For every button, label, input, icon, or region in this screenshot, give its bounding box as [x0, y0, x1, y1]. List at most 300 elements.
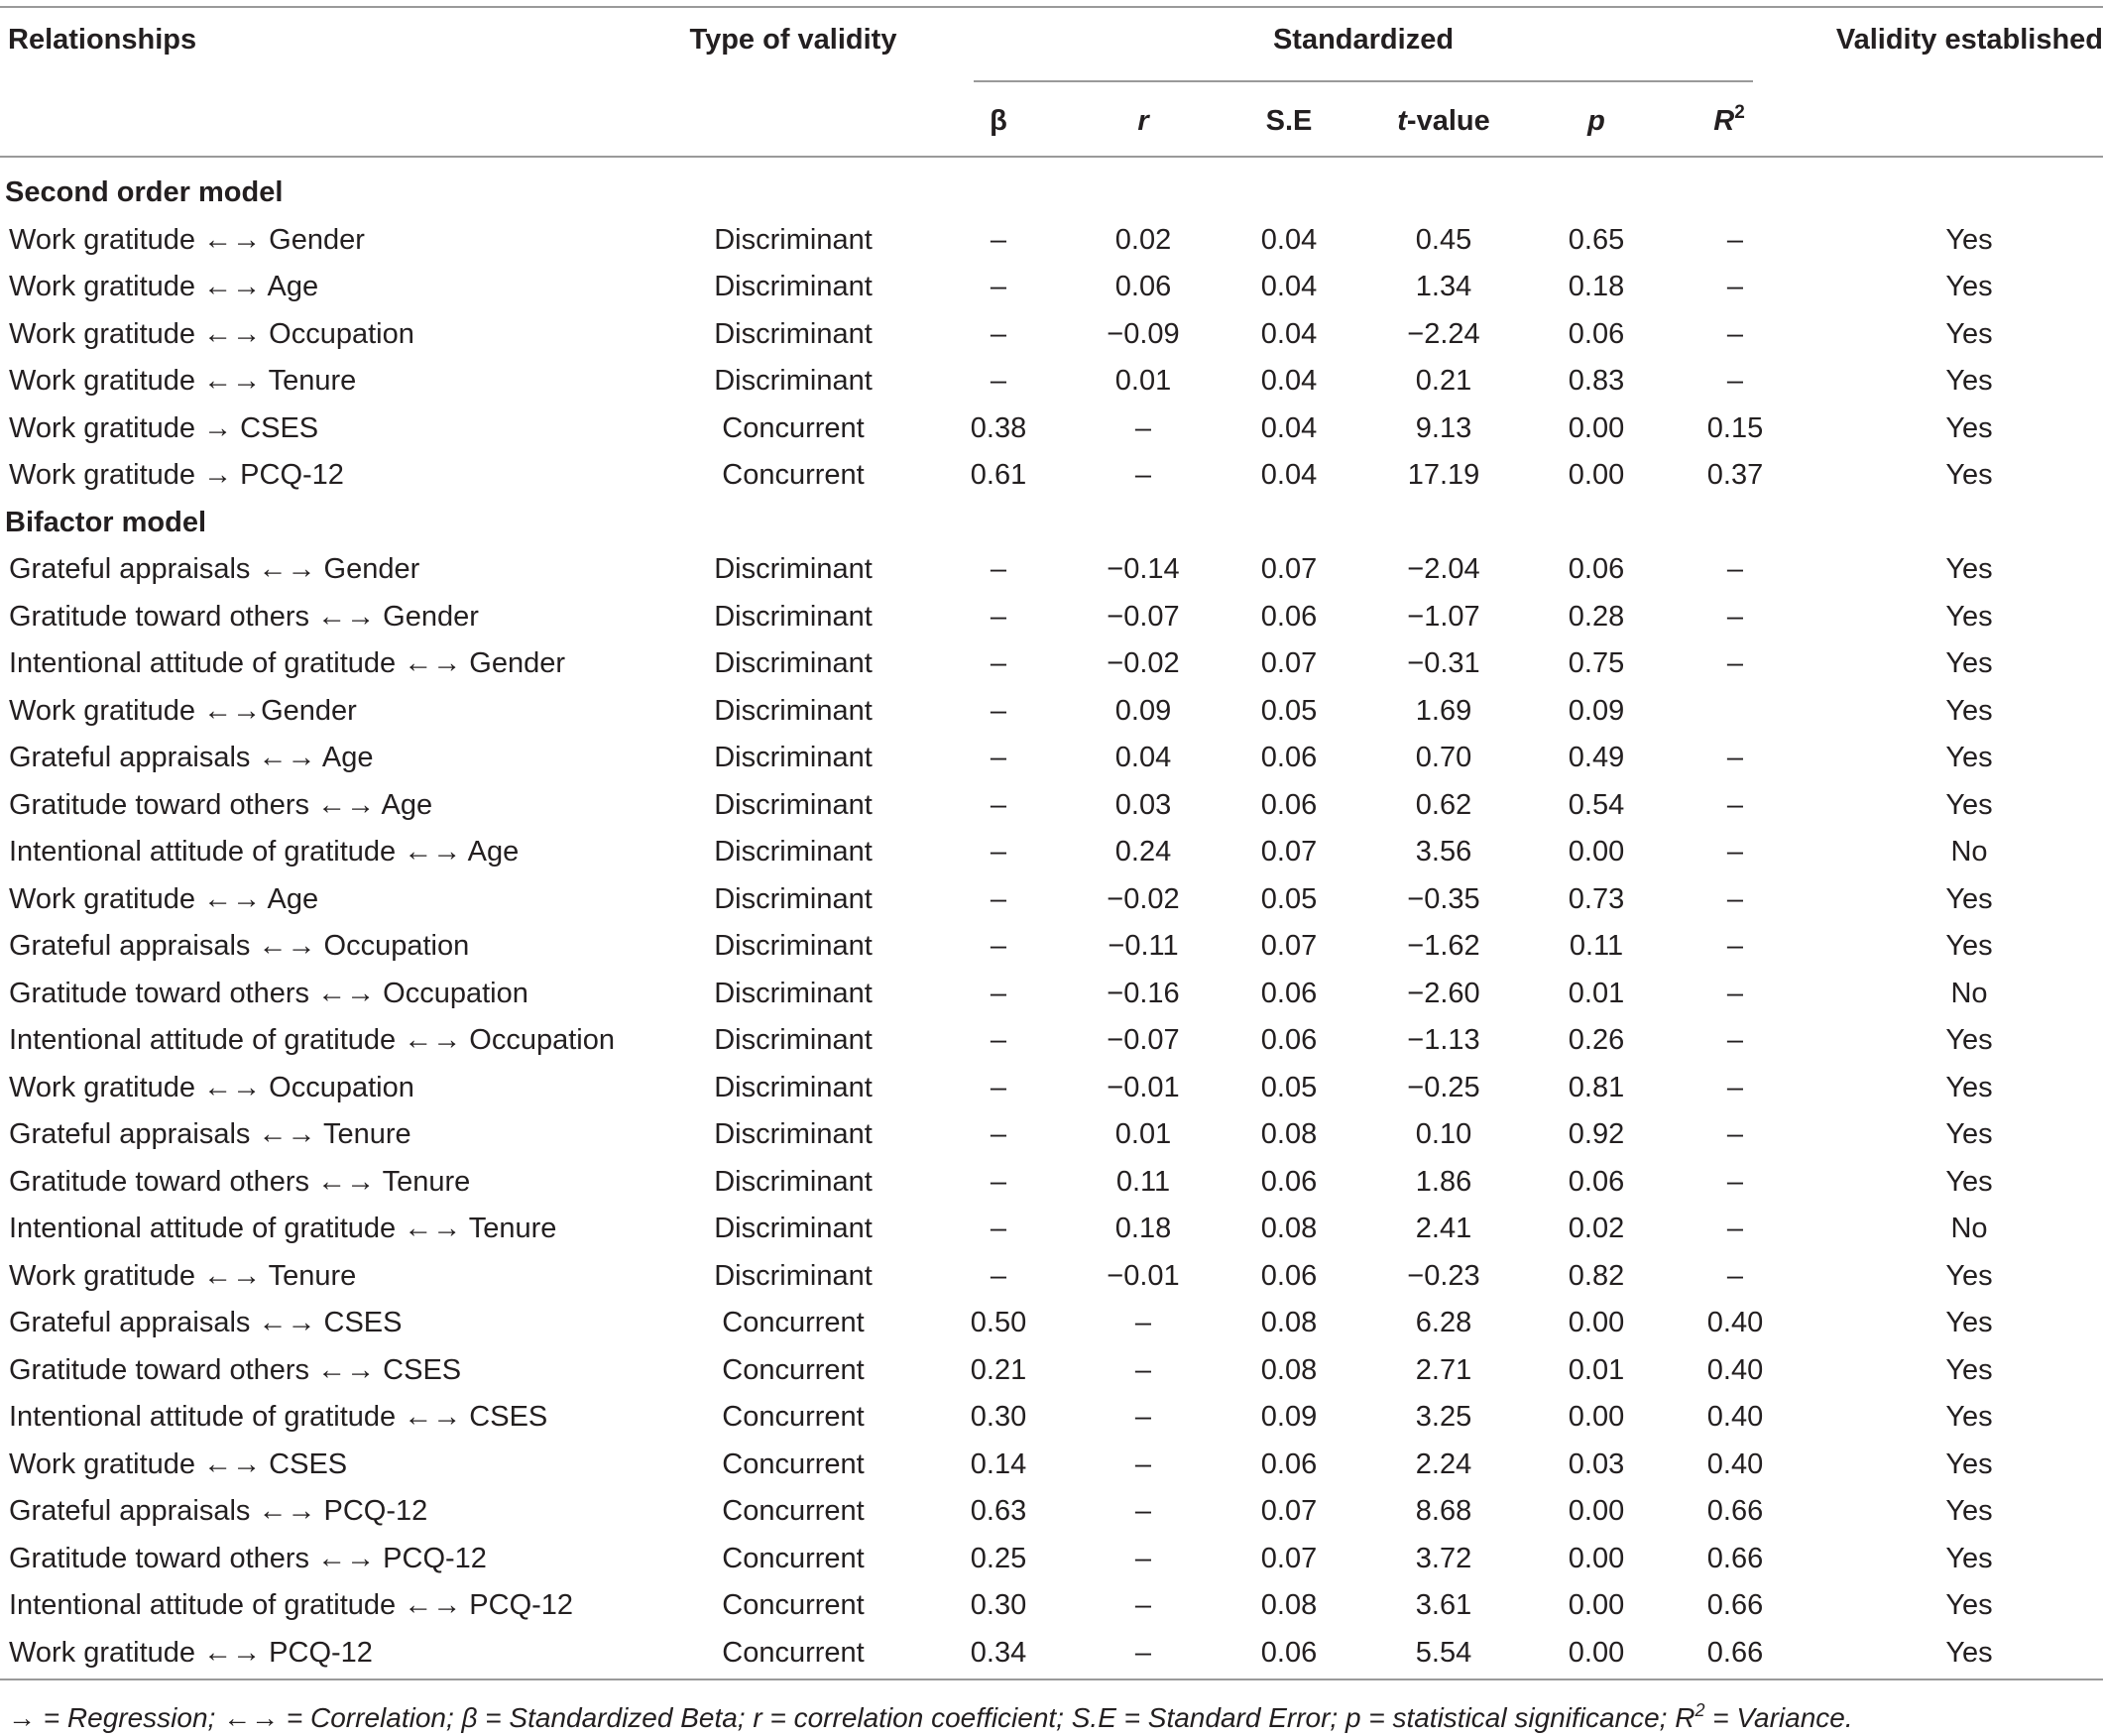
beta-cell: 0.63 [970, 1495, 1027, 1527]
p-cell: 0.09 [1568, 694, 1625, 727]
header-relationships: Relationships [8, 24, 197, 56]
r-squared-cell: – [1726, 271, 1744, 302]
p-cell: 0.00 [1568, 1307, 1625, 1338]
relationship-cell: Work gratitude ←→ CSES [9, 1447, 348, 1480]
relationship-cell: Gratitude toward others ←→ PCQ-12 [9, 1542, 487, 1574]
beta-cell: – [990, 600, 1007, 633]
p-cell: 0.01 [1568, 977, 1625, 1009]
section-title: Bifactor model [5, 506, 207, 538]
table-row [0, 1111, 2103, 1158]
relationship-cell: Grateful appraisals ←→ Occupation [9, 930, 470, 962]
validity-established-cell: Yes [1945, 930, 1993, 962]
r-squared-cell: 0.66 [1706, 1542, 1764, 1574]
table-row [0, 1630, 2103, 1677]
beta-cell: – [990, 1165, 1007, 1198]
table-row [0, 217, 2103, 264]
r-squared-cell: 0.40 [1706, 1353, 1764, 1386]
validity-type-cell: Discriminant [714, 1259, 873, 1292]
r-cell: 0.24 [1114, 836, 1172, 868]
t-value-cell: 0.45 [1415, 223, 1472, 256]
table-row [0, 1065, 2103, 1111]
validity-established-cell: Yes [1945, 459, 1993, 491]
validity-type-cell: Discriminant [714, 365, 873, 397]
r-cell: −0.07 [1107, 600, 1180, 633]
table-row [0, 1253, 2103, 1300]
header-p: p [1587, 105, 1605, 137]
table-row [0, 1488, 2103, 1535]
r-cell: 0.03 [1114, 788, 1172, 821]
se-cell: 0.06 [1260, 1259, 1318, 1292]
beta-cell: – [990, 1118, 1007, 1150]
se-cell: 0.07 [1260, 836, 1318, 868]
r-squared-cell: 0.37 [1706, 459, 1764, 491]
beta-cell: 0.14 [970, 1447, 1027, 1480]
validity-type-cell: Discriminant [714, 882, 873, 915]
section-title: Second order model [5, 176, 284, 208]
validity-established-cell: Yes [1945, 1589, 1993, 1621]
header-r-squared: $R^2$ [1713, 102, 1745, 137]
r-squared-cell: 0.40 [1706, 1401, 1764, 1433]
validity-established-cell: Yes [1945, 223, 1993, 256]
r-squared-cell: 0.66 [1706, 1636, 1764, 1669]
validity-established-cell: Yes [1945, 1259, 1993, 1292]
t-value-cell: 6.28 [1415, 1307, 1472, 1338]
r-squared-cell: 0.40 [1706, 1307, 1764, 1338]
se-cell: 0.09 [1260, 1401, 1318, 1433]
validity-type-cell: Concurrent [722, 1401, 865, 1433]
t-value-cell: −2.60 [1407, 977, 1480, 1009]
bottom-rule [0, 1678, 2103, 1680]
r-cell: 0.09 [1114, 694, 1172, 727]
p-cell: 0.01 [1568, 1353, 1625, 1386]
table-row [0, 452, 2103, 499]
validity-established-cell: Yes [1945, 788, 1993, 821]
validity-type-cell: Discriminant [714, 317, 873, 350]
se-cell: 0.07 [1260, 553, 1318, 585]
p-cell: 0.54 [1568, 788, 1625, 821]
p-cell: 0.26 [1568, 1024, 1625, 1056]
r-cell: – [1134, 1353, 1152, 1386]
r-cell: – [1134, 1447, 1152, 1480]
beta-cell: – [990, 930, 1007, 962]
r-cell: −0.01 [1107, 1071, 1180, 1103]
validity-type-cell: Discriminant [714, 1165, 873, 1198]
r-cell: −0.11 [1108, 930, 1179, 962]
beta-cell: – [990, 882, 1007, 915]
r-cell: – [1134, 1636, 1152, 1669]
table-row [0, 876, 2103, 923]
t-value-cell: 1.86 [1415, 1165, 1472, 1198]
se-cell: 0.08 [1260, 1118, 1318, 1150]
validity-established-cell: Yes [1945, 411, 1993, 444]
validity-type-cell: Discriminant [714, 1118, 873, 1150]
header-se: S.E [1265, 105, 1313, 137]
relationship-cell: Work gratitude → PCQ-12 [9, 459, 344, 491]
validity-type-cell: Discriminant [714, 694, 873, 727]
se-cell: 0.08 [1260, 1213, 1318, 1244]
p-cell: 0.65 [1568, 223, 1625, 256]
table-row [0, 405, 2103, 452]
validity-type-cell: Concurrent [722, 1307, 865, 1338]
validity-established-cell: Yes [1945, 1307, 1993, 1338]
relationship-cell: Work gratitude ←→ Age [9, 271, 319, 302]
se-cell: 0.05 [1260, 694, 1318, 727]
r-squared-cell: – [1726, 930, 1744, 962]
r-squared-cell: – [1726, 788, 1744, 821]
validity-type-cell: Concurrent [722, 1636, 865, 1669]
relationship-cell: Grateful appraisals ←→ CSES [9, 1307, 403, 1338]
p-cell: 0.18 [1568, 271, 1625, 302]
header-t-value: t-value [1397, 105, 1490, 137]
se-cell: 0.07 [1260, 1542, 1318, 1574]
relationship-cell: Intentional attitude of gratitude ←→ Occupation [9, 1024, 615, 1056]
se-cell: 0.05 [1260, 1071, 1318, 1103]
validity-type-cell: Concurrent [722, 1542, 865, 1574]
t-value-cell: 9.13 [1415, 411, 1472, 444]
se-cell: 0.06 [1260, 1447, 1318, 1480]
t-value-cell: 3.72 [1415, 1542, 1472, 1574]
t-value-cell: 0.62 [1415, 788, 1472, 821]
validity-established-cell: Yes [1945, 742, 1993, 773]
t-value-cell: 2.41 [1415, 1213, 1472, 1244]
table-row [0, 311, 2103, 358]
se-cell: 0.04 [1260, 459, 1318, 491]
r-cell: 0.02 [1114, 223, 1172, 256]
header-standardized: Standardized [1272, 24, 1455, 56]
beta-cell: – [990, 553, 1007, 585]
p-cell: 0.00 [1568, 1589, 1625, 1621]
se-cell: 0.04 [1260, 317, 1318, 350]
validity-established-cell: Yes [1945, 694, 1993, 727]
beta-cell: 0.34 [970, 1636, 1027, 1669]
validity-type-cell: Discriminant [714, 271, 873, 302]
validity-type-cell: Concurrent [722, 1447, 865, 1480]
beta-cell: – [990, 742, 1007, 773]
r-squared-cell: – [1726, 882, 1744, 915]
validity-established-cell: Yes [1945, 1495, 1993, 1527]
table-row [0, 1347, 2103, 1394]
relationship-cell: Work gratitude ←→ Tenure [9, 1259, 357, 1292]
validity-type-cell: Concurrent [722, 1353, 865, 1386]
relationship-cell: Work gratitude ←→ Occupation [9, 317, 414, 350]
r-squared-cell: – [1726, 223, 1744, 256]
validity-established-cell: Yes [1945, 1636, 1993, 1669]
beta-cell: – [990, 836, 1007, 868]
p-cell: 0.00 [1568, 411, 1625, 444]
validity-established-cell: Yes [1945, 1118, 1993, 1150]
r-cell: – [1134, 1307, 1152, 1338]
validity-type-cell: Discriminant [714, 1024, 873, 1056]
p-cell: 0.00 [1568, 1401, 1625, 1433]
r-cell: 0.01 [1114, 365, 1172, 397]
p-cell: 0.00 [1568, 1542, 1625, 1574]
se-cell: 0.08 [1260, 1589, 1318, 1621]
p-cell: 0.49 [1568, 742, 1625, 773]
p-cell: 0.73 [1568, 882, 1625, 915]
r-squared-cell: – [1726, 836, 1744, 868]
p-cell: 0.92 [1568, 1118, 1625, 1150]
table-row [0, 1536, 2103, 1582]
header-validity-established: Validity established [1835, 24, 2103, 56]
p-cell: 0.75 [1568, 647, 1625, 679]
table-row [0, 1582, 2103, 1629]
r-squared-cell: – [1726, 1165, 1744, 1198]
se-cell: 0.06 [1260, 1165, 1318, 1198]
table-row [0, 1206, 2103, 1252]
validity-type-cell: Discriminant [714, 647, 873, 679]
validity-established-cell: Yes [1945, 600, 1993, 633]
validity-type-cell: Discriminant [714, 553, 873, 585]
se-cell: 0.08 [1260, 1307, 1318, 1338]
relationship-cell: Intentional attitude of gratitude ←→ Age [9, 836, 520, 868]
r-cell: −0.07 [1107, 1024, 1180, 1056]
t-value-cell: −1.62 [1407, 930, 1480, 962]
relationship-cell: Grateful appraisals ←→ Age [9, 742, 374, 773]
relationship-cell: Work gratitude ←→ Age [9, 882, 319, 915]
table-row [0, 829, 2103, 875]
r-squared-cell: – [1726, 742, 1744, 773]
p-cell: 0.03 [1568, 1447, 1625, 1480]
p-cell: 0.02 [1568, 1213, 1625, 1244]
relationship-cell: Grateful appraisals ←→ PCQ-12 [9, 1495, 428, 1527]
validity-established-cell: Yes [1945, 1401, 1993, 1433]
t-value-cell: −0.23 [1407, 1259, 1480, 1292]
beta-cell: 0.61 [970, 459, 1027, 491]
validity-established-cell: Yes [1945, 1165, 1993, 1198]
r-cell: −0.09 [1107, 317, 1180, 350]
se-cell: 0.06 [1260, 788, 1318, 821]
relationship-cell: Intentional attitude of gratitude ←→ Gender [9, 647, 566, 679]
relationship-cell: Work gratitude ←→ PCQ-12 [9, 1636, 373, 1669]
table-row [0, 264, 2103, 310]
beta-cell: – [990, 271, 1007, 302]
beta-cell: – [990, 1259, 1007, 1292]
se-cell: 0.05 [1260, 882, 1318, 915]
validity-established-cell: Yes [1945, 1024, 1993, 1056]
beta-cell: 0.30 [970, 1589, 1027, 1621]
beta-cell: – [990, 788, 1007, 821]
r-cell: −0.02 [1107, 882, 1180, 915]
table-row [0, 358, 2103, 405]
r-cell: 0.18 [1114, 1213, 1172, 1244]
t-value-cell: 0.21 [1415, 365, 1472, 397]
section-header-row [0, 500, 2103, 546]
validity-established-cell: Yes [1945, 1071, 1993, 1103]
se-cell: 0.07 [1260, 1495, 1318, 1527]
validity-type-cell: Discriminant [714, 223, 873, 256]
p-cell: 0.06 [1568, 553, 1625, 585]
table-row [0, 1159, 2103, 1206]
header-r: r [1137, 105, 1149, 137]
relationship-cell: Gratitude toward others ←→ Occupation [9, 977, 528, 1009]
p-cell: 0.00 [1568, 1495, 1625, 1527]
beta-cell: – [990, 365, 1007, 397]
t-value-cell: 3.56 [1415, 836, 1472, 868]
r-cell: – [1134, 1401, 1152, 1433]
header-type-of-validity: Type of validity [689, 24, 897, 56]
beta-cell: 0.21 [970, 1353, 1027, 1386]
r-squared-cell: – [1726, 1118, 1744, 1150]
table-row [0, 1394, 2103, 1441]
p-cell: 0.00 [1568, 1636, 1625, 1669]
validity-established-cell: Yes [1945, 647, 1993, 679]
r-squared-cell: – [1726, 1213, 1744, 1244]
t-value-cell: 0.70 [1415, 742, 1472, 773]
t-value-cell: −1.13 [1407, 1024, 1480, 1056]
p-cell: 0.28 [1568, 600, 1625, 633]
r-squared-cell: – [1726, 647, 1744, 679]
relationship-cell: Gratitude toward others ←→ Tenure [9, 1165, 471, 1198]
r-cell: −0.01 [1107, 1259, 1180, 1292]
r-squared-cell: – [1726, 600, 1744, 633]
validity-established-cell: Yes [1945, 271, 1993, 302]
relationship-cell: Work gratitude ←→ Tenure [9, 365, 357, 397]
t-value-cell: 3.25 [1415, 1401, 1472, 1433]
r-squared-cell: – [1726, 365, 1744, 397]
r-cell: −0.14 [1107, 553, 1180, 585]
section-header-row [0, 170, 2103, 216]
se-cell: 0.06 [1260, 742, 1318, 773]
se-cell: 0.04 [1260, 365, 1318, 397]
table-row [0, 782, 2103, 829]
header-beta: β [990, 105, 1007, 137]
r-cell: −0.02 [1107, 647, 1180, 679]
relationship-cell: Work gratitude ←→ Gender [9, 223, 365, 256]
validity-type-cell: Discriminant [714, 1213, 873, 1244]
validity-established-cell: Yes [1945, 1353, 1993, 1386]
se-cell: 0.06 [1260, 1024, 1318, 1056]
table-row [0, 1442, 2103, 1488]
p-cell: 0.82 [1568, 1259, 1625, 1292]
p-cell: 0.00 [1568, 459, 1625, 491]
relationship-cell: Intentional attitude of gratitude ←→ PCQ-12 [9, 1589, 574, 1621]
relationship-cell: Grateful appraisals ←→ Tenure [9, 1118, 411, 1150]
validity-established-cell: Yes [1945, 553, 1993, 585]
t-value-cell: −2.04 [1407, 553, 1480, 585]
r-cell: – [1134, 459, 1152, 491]
validity-established-cell: Yes [1945, 1447, 1993, 1480]
beta-cell: – [990, 1071, 1007, 1103]
se-cell: 0.07 [1260, 930, 1318, 962]
se-cell: 0.06 [1260, 1636, 1318, 1669]
validity-type-cell: Concurrent [722, 459, 865, 491]
se-cell: 0.04 [1260, 411, 1318, 444]
r-cell: 0.06 [1114, 271, 1172, 302]
t-value-cell: 8.68 [1415, 1495, 1472, 1527]
table-row [0, 923, 2103, 970]
t-value-cell: −0.35 [1407, 882, 1480, 915]
t-value-cell: 17.19 [1407, 459, 1480, 491]
relationship-cell: Gratitude toward others ←→ Gender [9, 600, 479, 633]
validity-established-cell: Yes [1945, 882, 1993, 915]
p-cell: 0.06 [1568, 1165, 1625, 1198]
validity-type-cell: Concurrent [722, 1495, 865, 1527]
r-cell: – [1134, 1542, 1152, 1574]
table-row [0, 971, 2103, 1017]
relationship-cell: Work gratitude ←→Gender [9, 694, 357, 727]
validity-type-cell: Concurrent [722, 1589, 865, 1621]
validity-established-cell: Yes [1945, 1542, 1993, 1574]
t-value-cell: −2.24 [1407, 317, 1480, 350]
beta-cell: – [990, 694, 1007, 727]
t-value-cell: 1.34 [1415, 271, 1472, 302]
r-cell: −0.16 [1107, 977, 1180, 1009]
relationship-cell: Intentional attitude of gratitude ←→ Tenure [9, 1213, 557, 1244]
beta-cell: 0.50 [970, 1307, 1027, 1338]
r-squared-cell: – [1726, 977, 1744, 1009]
validity-established-cell: No [1950, 1213, 1988, 1244]
r-squared-cell: – [1726, 317, 1744, 350]
p-cell: 0.81 [1568, 1071, 1625, 1103]
r-cell: – [1134, 1589, 1152, 1621]
se-cell: 0.04 [1260, 271, 1318, 302]
p-cell: 0.00 [1568, 836, 1625, 868]
table-row [0, 688, 2103, 735]
se-cell: 0.04 [1260, 223, 1318, 256]
beta-cell: – [990, 977, 1007, 1009]
table-row [0, 594, 2103, 640]
validity-type-cell: Discriminant [714, 977, 873, 1009]
validity-type-cell: Discriminant [714, 930, 873, 962]
r-squared-cell: – [1726, 1071, 1744, 1103]
relationship-cell: Grateful appraisals ←→ Gender [9, 553, 420, 585]
r-squared-cell: – [1726, 1024, 1744, 1056]
validity-type-cell: Discriminant [714, 788, 873, 821]
r-cell: 0.11 [1115, 1165, 1171, 1198]
relationship-cell: Work gratitude → CSES [9, 411, 319, 444]
t-value-cell: −0.25 [1407, 1071, 1480, 1103]
beta-cell: – [990, 1024, 1007, 1056]
validity-type-cell: Discriminant [714, 600, 873, 633]
r-cell: 0.04 [1114, 742, 1172, 773]
validity-type-cell: Concurrent [722, 411, 865, 444]
r-cell: – [1134, 1495, 1152, 1527]
r-squared-cell: 0.66 [1706, 1495, 1764, 1527]
table-footnote: → = Regression; ←→ = Correlation; β = Standardized Beta; r = correlation coefficient; S.E = Standard Error; p = statistical significance; $R^2$ = Variance. [8, 1700, 1853, 1733]
r-squared-cell: – [1726, 553, 1744, 585]
t-value-cell: 0.10 [1415, 1118, 1472, 1150]
t-value-cell: 3.61 [1415, 1589, 1472, 1621]
table-row [0, 1017, 2103, 1064]
t-value-cell: 5.54 [1415, 1636, 1472, 1669]
relationship-cell: Gratitude toward others ←→ CSES [9, 1353, 462, 1386]
beta-cell: – [990, 1213, 1007, 1244]
validity-type-cell: Discriminant [714, 742, 873, 773]
beta-cell: 0.38 [970, 411, 1027, 444]
se-cell: 0.06 [1260, 600, 1318, 633]
t-value-cell: −1.07 [1407, 600, 1480, 633]
validity-established-cell: No [1950, 836, 1988, 868]
p-cell: 0.83 [1568, 365, 1625, 397]
relationship-cell: Work gratitude ←→ Occupation [9, 1071, 414, 1103]
table-row [0, 546, 2103, 593]
relationship-cell: Gratitude toward others ←→ Age [9, 788, 433, 821]
r-squared-cell: 0.66 [1706, 1589, 1764, 1621]
r-cell: – [1134, 411, 1152, 444]
validity-established-cell: Yes [1945, 317, 1993, 350]
beta-cell: 0.25 [970, 1542, 1027, 1574]
beta-cell: – [990, 647, 1007, 679]
relationship-cell: Intentional attitude of gratitude ←→ CSES [9, 1401, 548, 1433]
validity-type-cell: Discriminant [714, 836, 873, 868]
validity-established-cell: Yes [1945, 365, 1993, 397]
r-cell: 0.01 [1114, 1118, 1172, 1150]
r-squared-cell: 0.40 [1706, 1447, 1764, 1480]
validity-established-cell: No [1950, 977, 1988, 1009]
t-value-cell: 1.69 [1415, 694, 1472, 727]
se-cell: 0.07 [1260, 647, 1318, 679]
se-cell: 0.06 [1260, 977, 1318, 1009]
